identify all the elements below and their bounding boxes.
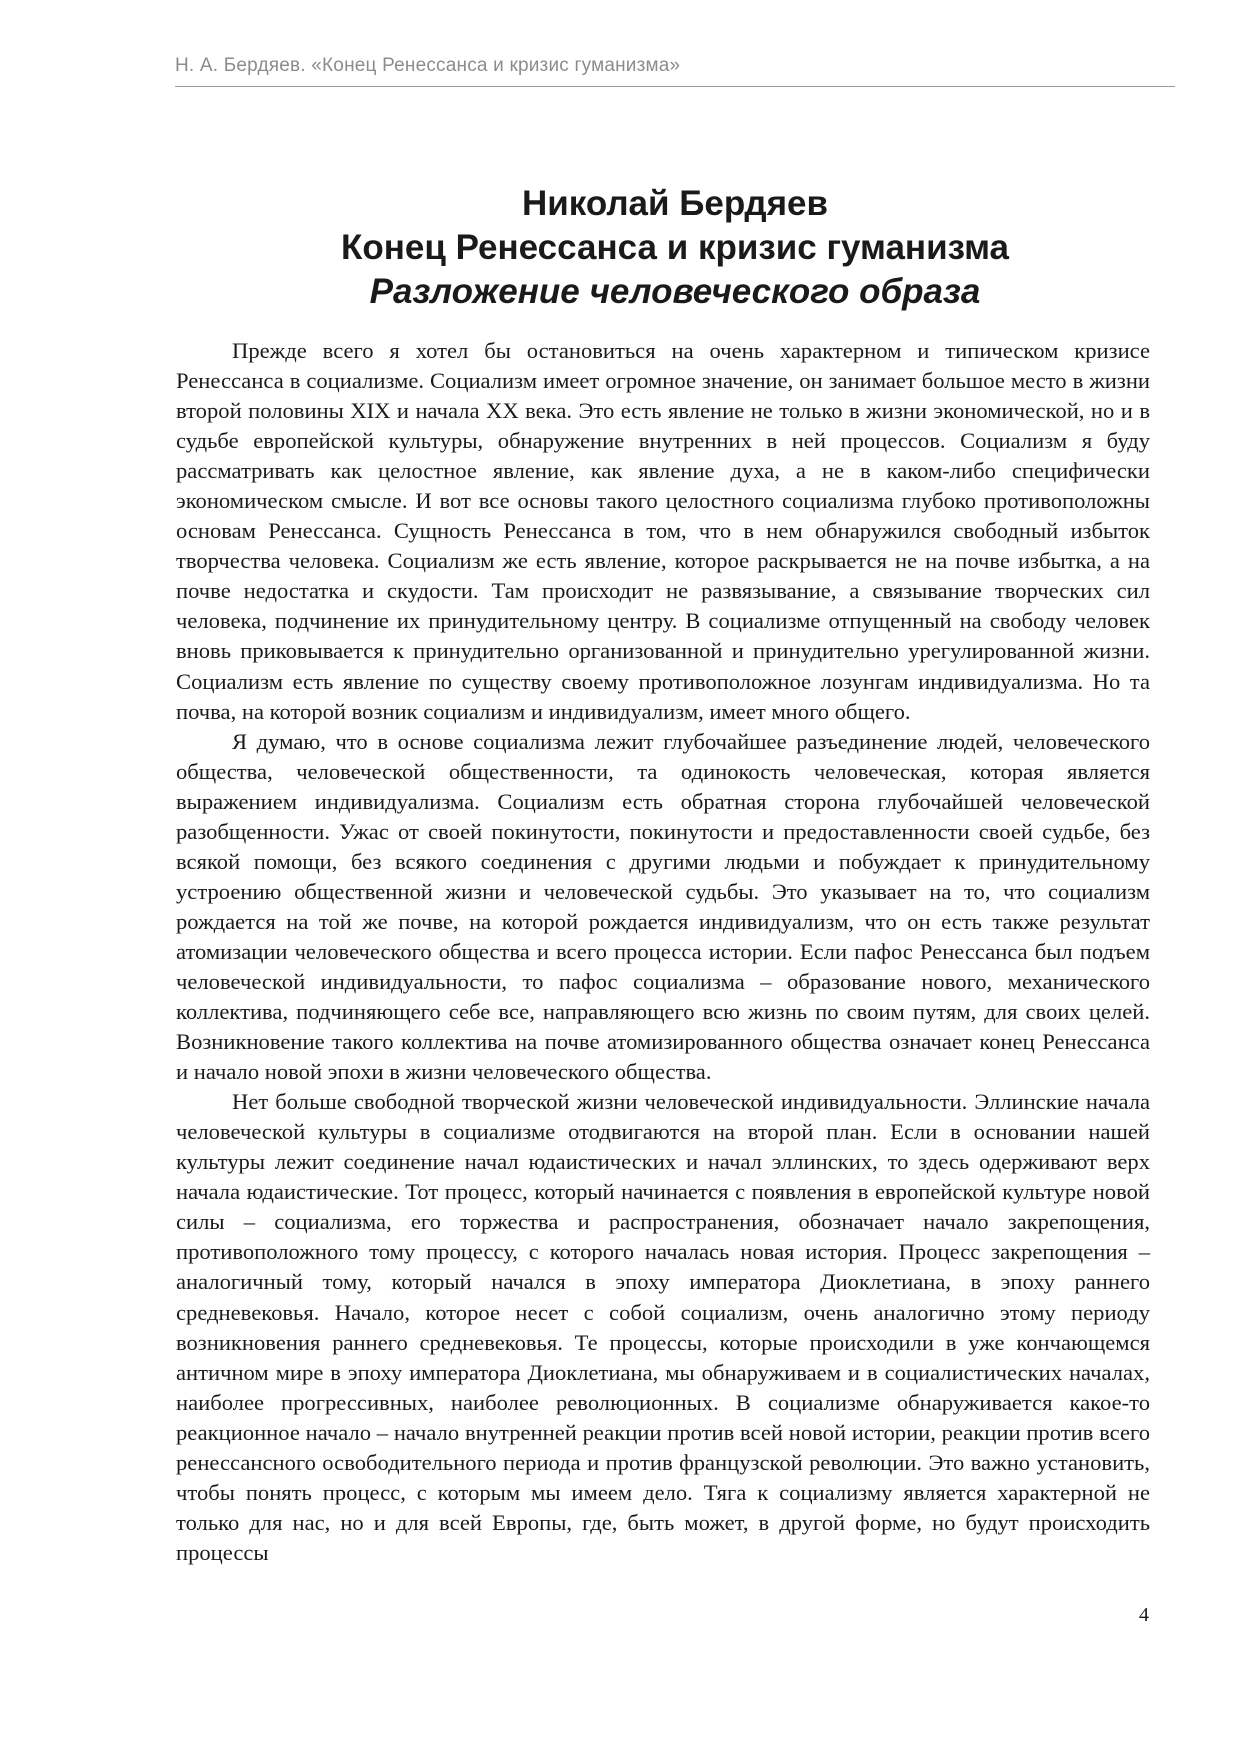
header-rule [175,86,1175,87]
paragraph: Прежде всего я хотел бы остановиться на очень характерном и типическом кризисе Ренессанса в социализме. Социализм имеет огромное значение, он занимает большое место в жизни второй половины XIX и начала XX века. Это есть явление не только в жизни экономической, но и в судьбе европейской культуры, обнаружение внутренних в ней процессов. Социализм я буду рассматривать как целостное явление, как явление духа, а не в каком-либо специфически экономическом смысле. И вот все основы такого целостного социализма глубоко противоположны основам Ренессанса. Сущность Ренессанса в том, что в нем обнаружился свободный избыток творчества человека. Социализм же есть явление, которое раскрывается не на почве избытка, а на почве недостатка и скудости. Там происходит не развязывание, а связывание творческих сил человека, подчинение их принудительному центру. В социализме отпущенный на свободу человек вновь приковывается к принудительно организованной и принудительно урегулированной жизни. Социализм есть явление по существу своему противоположное лозунгам индивидуализма. Но та почва, на которой возник социализм и индивидуализм, имеет много общего. [176,338,1150,724]
running-header: Н. А. Бердяев. «Конец Ренессанса и кризис гуманизма» [175,55,681,76]
author-name: Николай Бердяев [521,184,829,223]
title-block [175,182,1175,314]
paragraph: Нет больше свободной творческой жизни человеческой индивидуальности. Эллинские начала человеческой культуры в социализме отодвигаются на второй план. Если в основании нашей культуры лежит соединение начал юдаистических и начал эллинских, то здесь одерживают верх начала юдаистические. Тот процесс, который начинается с появления в европейской культуре новой силы – социализма, его торжества и распространения, обозначает начало закрепощения, противоположного тому процессу, с которого началась новая история. Процесс закрепощения – аналогичный тому, который начался в эпоху императора Диоклетиана, в эпоху раннего средневековья. Начало, которое несет с собой социализм, очень аналогично этому периоду возникновения раннего средневековья. Те процессы, которые происходили в уже кончающемся античном мире в эпоху императора Диоклетиана, мы обнаруживаем и в социалистических началах, наиболее прогрессивных, наиболее революционных. В социализме обнаруживается какое-то реакционное начало – начало внутренней реакции против всей новой истории, реакции против всего ренессансного освободительного периода и против французской революции. Это важно установить, чтобы понять процесс, с которым мы имеем дело. Тяга к социализму является характерной не только для нас, но и для всей Европы, где, быть может, в другой форме, но будут происходить процессы [176,1089,1150,1565]
paragraph: Я думаю, что в основе социализма лежит глубочайшее разъединение людей, человеческого общества, человеческой общественности, та одинокость человеческая, которая является выражением индивидуализма. Социализм есть обратная сторона глубочайшей человеческой разобщенности. Ужас от своей покинутости, покинутости и предоставленности своей судьбе, без всякой помощи, без всякого соединения с другими людьми и побуждает к принудительному устроению общественной жизни и человеческой судьбы. Это указывает на то, что социализм рождается на той же почве, на которой рождается индивидуализм, что он есть также результат атомизации человеческого общества и всего процесса истории. Если пафос Ренессанса был подъем человеческой индивидуальности, то пафос социализма – образование нового, механического коллектива, подчиняющего себе все, направляющего всю жизнь по своим путям, для своих целей. Возникновение такого коллектива на почве атомизированного общества означает конец Ренессанса и начало новой эпохи в жизни человеческого общества. [176,728,1150,1085]
chapter-subtitle: Разложение человеческого образа [369,272,981,311]
work-title: Конец Ренессанса и кризис гуманизма [340,228,1010,267]
body-text [176,336,1150,1568]
page-number: 4 [1139,1604,1149,1626]
